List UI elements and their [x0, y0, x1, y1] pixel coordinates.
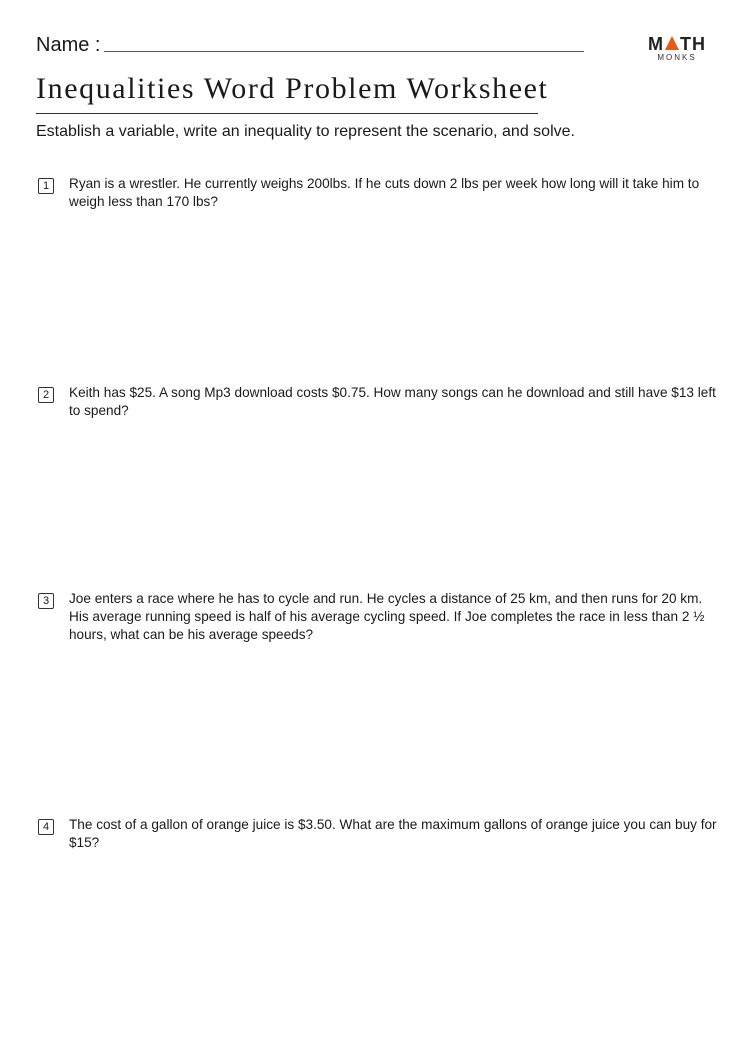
worksheet-title: Inequalities Word Problem Worksheet	[36, 72, 549, 105]
logo-subtitle: MONKS	[657, 53, 697, 62]
problem-number: 4	[38, 819, 54, 835]
instructions: Establish a variable, write an inequality to represent the scenario, and solve.	[36, 123, 575, 140]
triangle-icon	[665, 36, 679, 50]
name-row	[36, 32, 596, 58]
problem-text: Joe enters a race where he has to cycle and run. He cycles a distance of 25 km, and then runs for 20 km. His average running speed is half of his average cycling speed. If Joe completes the race in less than 2 ½ hours, what can be his average speeds?	[69, 591, 705, 642]
problem-number: 3	[38, 593, 54, 609]
title-divider	[36, 113, 538, 114]
logo-letter-m: M	[648, 34, 664, 54]
problem-number: 1	[38, 178, 54, 194]
logo-letters-th: TH	[680, 34, 706, 54]
problem-text: Keith has $25. A song Mp3 download costs $0.75. How many songs can he download and still have $13 left to spend?	[69, 385, 716, 418]
problem-text: The cost of a gallon of orange juice is $3.50. What are the maximum gallons of orange juice you can buy for $15?	[69, 817, 717, 850]
name-field[interactable]	[104, 51, 584, 52]
problem-number: 2	[38, 387, 54, 403]
logo-wordmark	[645, 34, 709, 54]
name-label: Name :	[36, 34, 101, 56]
problem-text: Ryan is a wrestler. He currently weighs 200lbs. If he cuts down 2 lbs per week how long will it take him to weigh less than 170 lbs?	[69, 176, 700, 209]
math-monks-logo	[645, 34, 709, 66]
